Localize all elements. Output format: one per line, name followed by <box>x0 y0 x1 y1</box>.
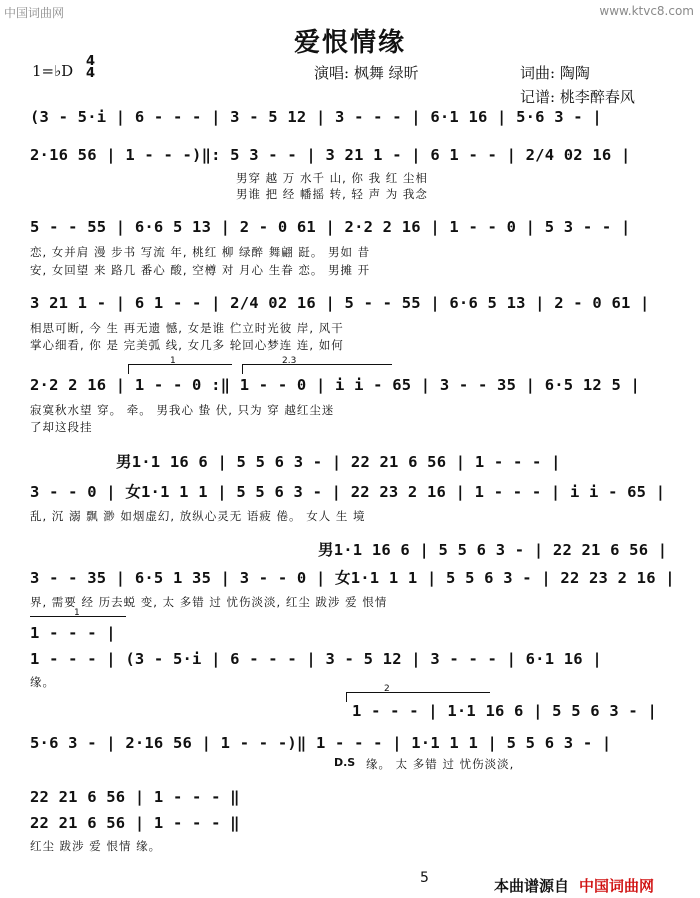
score-row-7-notes: 3 - - 35 | 6·5 1 35 | 3 - - 0 | 女1·1 1 1 | 5 5 6 3 - | 22 23 2 16 | <box>30 569 675 587</box>
score-row-8-notes: 1 - - - | (3 - 5·i | 6 - - - | 3 - 5 12 | 3 - - - | 6·1 16 | <box>30 650 602 668</box>
source-label: 本曲谱源自 <box>494 877 570 895</box>
score-row-2-lyric-2: 男谁 把 经 幡摇 转, 轻 声 为 我念 <box>236 187 428 201</box>
score-row-9-lyric-1: 缘。 太 多错 过 忧伤淡淡, <box>366 757 515 771</box>
volta-2-hook <box>242 364 243 374</box>
source-site: 中国词曲网 <box>579 877 655 895</box>
time-signature <box>86 56 95 80</box>
score-row-5-lyric-2: 了却这段挂 <box>30 420 93 434</box>
score-row-5-notes: 2·2 2 16 | 1 - - 0 :‖ 1 - - 0 | i i - 65 | 3 - - 35 | 6·5 12 5 | <box>30 376 641 394</box>
score-row-10-upper: 22 21 6 56 | 1 - - - ‖ <box>30 788 240 806</box>
score-row-10-notes: 22 21 6 56 | 1 - - - ‖ <box>30 814 240 832</box>
score-row-6-notes: 3 - - 0 | 女1·1 1 1 | 5 5 6 3 - | 22 23 2 16 | 1 - - - | i i - 65 | <box>30 483 666 501</box>
score-row-4-lyric-2: 掌心细看, 你 是 完美弧 线, 女几多 轮回心梦连 连, 如何 <box>30 338 344 352</box>
page-number: 5 <box>420 870 429 886</box>
score-row-9-notes: 5·6 3 - | 2·16 56 | 1 - - -)‖ 1 - - - | 1·1 1 1 | 5 5 6 3 - | <box>30 734 612 752</box>
score-row-7-lyric-1: 界, 需要 经 历去蜕 变, 太 多错 过 忧伤淡淡, 红尘 跋涉 爱 恨情 <box>30 595 388 609</box>
score-row-4-lyric-1: 相思可断, 今 生 再无遗 憾, 女是谁 伫立时光彼 岸, 风干 <box>30 321 344 335</box>
time-top: 4 <box>86 54 96 69</box>
score-row-3-notes: 5 - - 55 | 6·6 5 13 | 2 - 0 61 | 2·2 2 16 | 1 - - 0 | 5 3 - - | <box>30 218 631 236</box>
score-row-2-lyric-1: 男穿 越 万 水千 山, 你 我 红 尘相 <box>236 171 428 185</box>
volta-1-hook <box>128 364 129 374</box>
score-row-2-notes: 2·16 56 | 1 - - -)‖: 5 3 - - | 3 21 1 - | 6 1 - - | 2/4 02 16 | <box>30 146 631 164</box>
score-row-7-upper: 男1·1 16 6 | 5 5 6 3 - | 22 21 6 56 | <box>318 541 668 559</box>
composer: 词曲: 陶陶 <box>520 64 590 82</box>
score-row-4-notes: 3 21 1 - | 6 1 - - | 2/4 02 16 | 5 - - 55 | 6·6 5 13 | 2 - 0 61 | <box>30 294 650 312</box>
singers: 演唱: 枫舞 绿昕 <box>314 64 419 82</box>
key-signature: 1=♭D <box>32 62 74 80</box>
score-row-8-upper: 1 - - - | <box>30 624 116 642</box>
score-row-6-lyric-1: 乱, 沉 溺 飘 渺 如烟虚幻, 放纵心灵无 语疲 倦。 女人 生 境 <box>30 509 366 523</box>
volta-1-label: 1 <box>170 356 176 366</box>
score-row-10-lyric-1: 红尘 跋涉 爱 恨情 缘。 <box>30 839 162 853</box>
volta-1-line <box>128 364 232 365</box>
score-row-5-lyric-1: 寂寞秋水望 穿。 牵。 男我心 蛰 伏, 只为 穿 越红尘迷 <box>30 403 335 417</box>
score-row-3-lyric-1: 恋, 女并肩 漫 步书 写流 年, 桃红 柳 绿醉 舞翩 跹。 男如 昔 <box>30 245 371 259</box>
score-row-8-lyric-1: 缘。 <box>30 675 55 689</box>
row-8-volta-label: 1 <box>74 608 80 618</box>
time-bottom: 4 <box>86 66 96 81</box>
transcriber: 记谱: 桃李醉春风 <box>520 88 635 106</box>
score-row-1-notes: (3 - 5·i | 6 - - - | 3 - 5 12 | 3 - - - | 6·1 16 | 5·6 3 - | <box>30 108 602 126</box>
source-note <box>494 875 654 896</box>
volta-2-label: 2.3 <box>282 356 297 366</box>
watermark-right: www.ktvc8.com <box>599 4 694 18</box>
row-9-volta-label: 2 <box>384 684 390 694</box>
song-title: 爱恨情缘 <box>293 28 406 58</box>
row-9-volta-hook <box>346 692 347 702</box>
score-row-9-upper: 1 - - - | 1·1 16 6 | 5 5 6 3 - | <box>352 702 658 720</box>
row-9-volta-line <box>346 692 490 693</box>
score-row-3-lyric-2: 安, 女回望 来 路几 番心 酸, 空樽 对 月心 生眷 恋。 男摊 开 <box>30 263 371 277</box>
dal-segno-mark: D.S <box>334 756 356 769</box>
volta-2-line <box>242 364 392 365</box>
watermark-left: 中国词曲网 <box>4 6 65 20</box>
score-row-6-upper: 男1·1 16 6 | 5 5 6 3 - | 22 21 6 56 | 1 - - - | <box>116 453 561 471</box>
